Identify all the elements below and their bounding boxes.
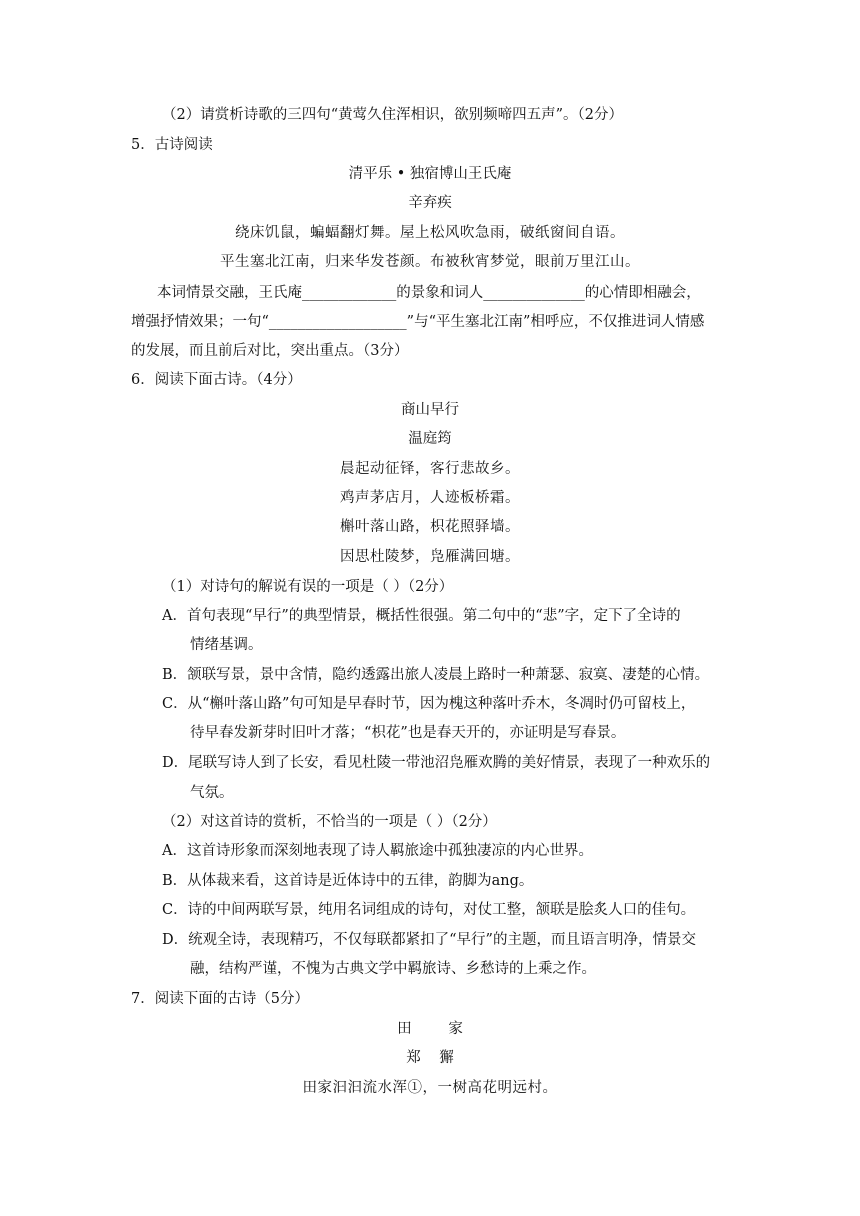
fill-in-text: 的发展，而且前后对比，突出重点。（3分） bbox=[131, 343, 409, 359]
question-4-part-2: （2）请赏析诗歌的三四句“黄莺久住浑相识，欲别频啼四五声”。（2分） bbox=[162, 107, 624, 123]
option-d: D．尾联写诗人到了长安，看见杜陵一带池沼凫雁欢腾的美好情景，表现了一种欢乐的 bbox=[162, 755, 711, 771]
option-a-continued: 情绪基调。 bbox=[190, 637, 263, 653]
question-6-part-1: （1）对诗句的解说有误的一项是（ ）（2分） bbox=[162, 579, 454, 595]
option-d-continued: 融，结构严谨，不愧为古典文学中羁旅诗、乡愁诗的上乘之作。 bbox=[190, 961, 596, 977]
option-c: C．从“槲叶落山路”句可知是早春时节，因为槐这种落叶乔木，冬凋时仍可留枝上， bbox=[162, 696, 696, 712]
poem-line: 因思杜陵梦，凫雁满回塘。 bbox=[340, 549, 520, 565]
poem-line: 槲叶落山路，枳花照驿墙。 bbox=[340, 519, 520, 535]
option-c-continued: 待早春发新芽时旧叶才落；“枳花”也是春天开的，亦证明是写春景。 bbox=[190, 725, 626, 741]
question-6-heading: 6．阅读下面古诗。（4分） bbox=[131, 372, 302, 388]
option-b: B．从体裁来看，这首诗是近体诗中的五律，韵脚为ang。 bbox=[162, 873, 534, 889]
poem-line: 绕床饥鼠，蝙蝠翻灯舞。屋上松风吹急雨，破纸窗间自语。 bbox=[235, 225, 625, 241]
question-6-part-2: （2）对这首诗的赏析，不恰当的一项是（ ）（2分） bbox=[162, 814, 497, 830]
option-b: B．颔联写景，景中含情，隐约透露出旅人凌晨上路时一种萧瑟、寂寞、凄楚的心情。 bbox=[162, 667, 710, 683]
question-5-heading: 5．古诗阅读 bbox=[131, 137, 213, 153]
option-d-continued: 气氛。 bbox=[190, 785, 234, 801]
option-c: C．诗的中间两联写景，纯用名词组成的诗句，对仗工整，颔联是脍炙人口的佳句。 bbox=[162, 902, 696, 918]
option-a: A．首句表现“早行”的典型情景，概括性很强。第二句中的“悲”字，定下了全诗的 bbox=[162, 608, 681, 624]
poem-title: 田 家 bbox=[397, 1021, 463, 1037]
fill-in-text: 本词情景交融，王氏庵_____________的景象和词人______________的心情即相融会， bbox=[157, 285, 701, 301]
option-d: D．统观全诗，表现精巧，不仅每联都紧扣了“早行”的主题，而且语言明净，情景交 bbox=[162, 932, 696, 948]
poem-title: 商山早行 bbox=[401, 402, 459, 418]
poem-line: 田家汩汩流水浑①，一树高花明远村。 bbox=[302, 1080, 558, 1096]
poem-line: 平生塞北江南，归来华发苍颜。布被秋宵梦觉，眼前万里江山。 bbox=[220, 254, 640, 270]
poem-author: 郑 獬 bbox=[406, 1050, 454, 1066]
poem-line: 鸡声茅店月，人迹板桥霜。 bbox=[340, 490, 520, 506]
poem-title: 清平乐 • 独宿博山王氏庵 bbox=[348, 166, 512, 182]
poem-line: 晨起动征铎，客行悲故乡。 bbox=[340, 461, 520, 477]
question-7-heading: 7．阅读下面的古诗（5分） bbox=[131, 991, 309, 1007]
option-a: A．这首诗形象而深刻地表现了诗人羁旅途中孤独凄凉的内心世界。 bbox=[162, 843, 593, 859]
poem-author: 温庭筠 bbox=[408, 431, 452, 447]
poem-author: 辛弃疾 bbox=[408, 195, 452, 211]
fill-in-text: 增强抒情效果；一句“___________________”与“平生塞北江南”相呼应，不仅推进词人情感 bbox=[131, 314, 705, 330]
